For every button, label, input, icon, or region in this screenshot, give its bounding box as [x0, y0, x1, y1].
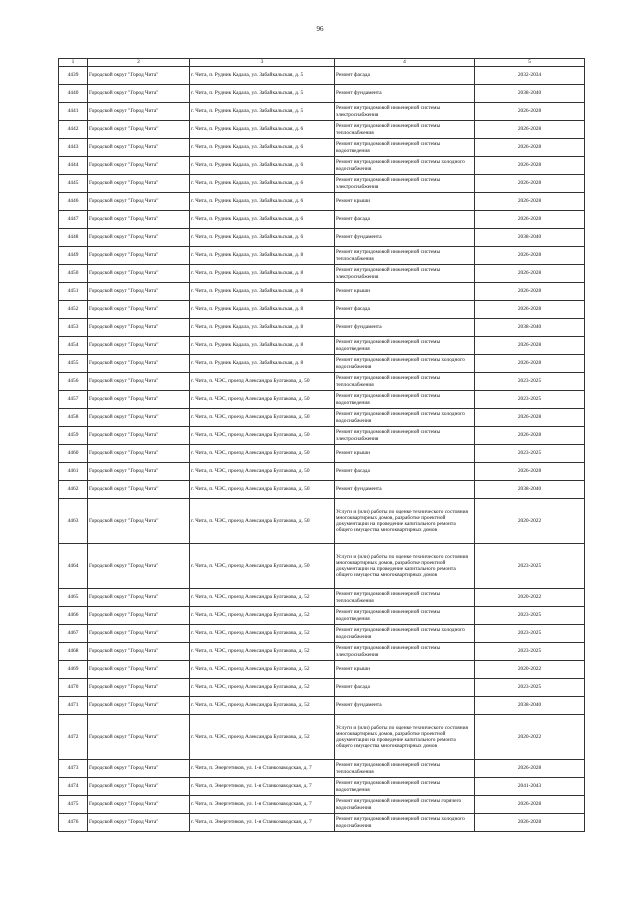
district-cell: Городской округ "Город Чита" [88, 355, 190, 373]
period-cell: 2023-2025 [475, 643, 585, 661]
row-number-cell: 4455 [59, 355, 88, 373]
district-cell: Городской округ "Город Чита" [88, 814, 190, 832]
row-number-cell: 4465 [59, 589, 88, 607]
address-cell: г. Чита, п. ЧЭС, проезд Александра Булгакова, д. 50 [190, 391, 335, 409]
address-cell: г. Чита, п. Рудник Кадала, ул. Забайкальская, д. 6 [190, 193, 335, 211]
district-cell: Городской округ "Город Чита" [88, 760, 190, 778]
work-type-cell: Ремонт фундамента [335, 319, 475, 337]
district-cell: Городской округ "Город Чита" [88, 481, 190, 499]
address-cell: г. Чита, п. Энергетиков, ул. 1-я Станкозаводская, д. 7 [190, 778, 335, 796]
work-type-cell: Ремонт внутридомовой инженерной системы холодного водоснабжения [335, 355, 475, 373]
table-row [59, 121, 585, 139]
period-cell: 2020-2022 [475, 499, 585, 544]
work-type-cell: Ремонт внутридомовой инженерной системы электроснабжения [335, 265, 475, 283]
address-cell: г. Чита, п. Рудник Кадала, ул. Забайкальская, д. 6 [190, 121, 335, 139]
address-cell: г. Чита, п. Рудник Кадала, ул. Забайкальская, д. 8 [190, 247, 335, 265]
page-number: 96 [316, 25, 324, 33]
period-cell: 2038-2040 [475, 697, 585, 715]
row-number-cell: 4448 [59, 229, 88, 247]
period-cell: 2026-2028 [475, 175, 585, 193]
district-cell: Городской округ "Город Чита" [88, 337, 190, 355]
period-cell: 2026-2028 [475, 355, 585, 373]
table-row [59, 319, 585, 337]
work-type-cell: Ремонт внутридомовой инженерной системы электроснабжения [335, 175, 475, 193]
row-number-cell: 4456 [59, 373, 88, 391]
period-cell: 2038-2040 [475, 481, 585, 499]
work-type-cell: Ремонт фасада [335, 463, 475, 481]
work-type-cell: Ремонт внутридомовой инженерной системы электроснабжения [335, 643, 475, 661]
period-cell: 2026-2028 [475, 301, 585, 319]
period-cell: 2023-2025 [475, 679, 585, 697]
table-row [59, 391, 585, 409]
work-type-cell: Ремонт внутридомовой инженерной системы водоотведения [335, 778, 475, 796]
address-cell: г. Чита, п. Рудник Кадала, ул. Забайкальская, д. 8 [190, 337, 335, 355]
row-number-cell: 4460 [59, 445, 88, 463]
work-type-cell: Ремонт фундамента [335, 697, 475, 715]
table-row [59, 103, 585, 121]
address-cell: г. Чита, п. ЧЭС, проезд Александра Булгакова, д. 50 [190, 427, 335, 445]
work-type-cell: Ремонт фундамента [335, 229, 475, 247]
table-row [59, 499, 585, 544]
row-number-cell: 4453 [59, 319, 88, 337]
work-type-cell: Ремонт крыши [335, 193, 475, 211]
table-row [59, 373, 585, 391]
work-type-cell: Ремонт внутридомовой инженерной системы электроснабжения [335, 103, 475, 121]
period-cell: 2038-2040 [475, 85, 585, 103]
work-type-cell: Ремонт внутридомовой инженерной системы водоотведения [335, 139, 475, 157]
district-cell: Городской округ "Город Чита" [88, 175, 190, 193]
work-type-cell: Ремонт внутридомовой инженерной системы теплоснабжения [335, 373, 475, 391]
table-row [59, 175, 585, 193]
work-type-cell: Ремонт крыши [335, 445, 475, 463]
period-cell: 2026-2028 [475, 211, 585, 229]
period-cell: 2023-2025 [475, 544, 585, 589]
table-row [59, 463, 585, 481]
work-type-cell: Ремонт внутридомовой инженерной системы водоотведения [335, 607, 475, 625]
work-type-cell: Ремонт внутридомовой инженерной системы холодного водоснабжения [335, 409, 475, 427]
period-cell: 2020-2022 [475, 715, 585, 760]
row-number-cell: 4459 [59, 427, 88, 445]
table-row [59, 301, 585, 319]
row-number-cell: 4439 [59, 67, 88, 85]
period-cell: 2026-2028 [475, 103, 585, 121]
period-cell: 2032-2034 [475, 67, 585, 85]
row-number-cell: 4470 [59, 679, 88, 697]
work-type-cell: Ремонт внутридомовой инженерной системы горячего водоснабжения [335, 796, 475, 814]
table-row [59, 157, 585, 175]
district-cell: Городской округ "Город Чита" [88, 157, 190, 175]
address-cell: г. Чита, п. ЧЭС, проезд Александра Булгакова, д. 52 [190, 607, 335, 625]
address-cell: г. Чита, п. Рудник Кадала, ул. Забайкальская, д. 6 [190, 157, 335, 175]
district-cell: Городской округ "Город Чита" [88, 445, 190, 463]
work-type-cell: Ремонт внутридомовой инженерной системы электроснабжения [335, 427, 475, 445]
table-row [59, 427, 585, 445]
row-number-cell: 4474 [59, 778, 88, 796]
row-number-cell: 4440 [59, 85, 88, 103]
work-type-cell: Ремонт фундамента [335, 85, 475, 103]
table-row [59, 544, 585, 589]
work-type-cell: Ремонт внутридомовой инженерной системы теплоснабжения [335, 760, 475, 778]
district-cell: Городской округ "Город Чита" [88, 121, 190, 139]
district-cell: Городской округ "Город Чита" [88, 85, 190, 103]
address-cell: г. Чита, п. ЧЭС, проезд Александра Булгакова, д. 52 [190, 715, 335, 760]
capital-repair-table [58, 58, 585, 832]
row-number-cell: 4446 [59, 193, 88, 211]
row-number-cell: 4444 [59, 157, 88, 175]
district-cell: Городской округ "Город Чита" [88, 589, 190, 607]
table-row [59, 715, 585, 760]
work-type-cell: Ремонт внутридомовой инженерной системы теплоснабжения [335, 121, 475, 139]
period-cell: 2020-2022 [475, 661, 585, 679]
district-cell: Городской округ "Город Чита" [88, 409, 190, 427]
period-cell: 2023-2025 [475, 445, 585, 463]
address-cell: г. Чита, п. Рудник Кадала, ул. Забайкальская, д. 5 [190, 67, 335, 85]
address-cell: г. Чита, п. ЧЭС, проезд Александра Булгакова, д. 52 [190, 625, 335, 643]
table-row [59, 814, 585, 832]
row-number-cell: 4443 [59, 139, 88, 157]
period-cell: 2038-2040 [475, 229, 585, 247]
column-number: 2 [88, 59, 190, 67]
district-cell: Городской округ "Город Чита" [88, 607, 190, 625]
table-row [59, 481, 585, 499]
row-number-cell: 4472 [59, 715, 88, 760]
district-cell: Городской округ "Город Чита" [88, 499, 190, 544]
district-cell: Городской округ "Город Чита" [88, 247, 190, 265]
district-cell: Городской округ "Город Чита" [88, 229, 190, 247]
row-number-cell: 4473 [59, 760, 88, 778]
table-row [59, 139, 585, 157]
district-cell: Городской округ "Город Чита" [88, 211, 190, 229]
row-number-cell: 4457 [59, 391, 88, 409]
period-cell: 2026-2028 [475, 427, 585, 445]
work-type-cell: Ремонт внутридомовой инженерной системы холодного водоснабжения [335, 625, 475, 643]
table-body [59, 59, 585, 832]
row-number-cell: 4468 [59, 643, 88, 661]
row-number-cell: 4450 [59, 265, 88, 283]
table-row [59, 589, 585, 607]
work-type-cell: Ремонт внутридомовой инженерной системы водоотведения [335, 391, 475, 409]
work-type-cell: Ремонт фундамента [335, 481, 475, 499]
table-row [59, 229, 585, 247]
district-cell: Городской округ "Город Чита" [88, 265, 190, 283]
row-number-cell: 4449 [59, 247, 88, 265]
address-cell: г. Чита, п. ЧЭС, проезд Александра Булгакова, д. 50 [190, 499, 335, 544]
work-type-cell: Услуги и (или) работы по оценке технического состояния многоквартирных домов, разработке проектной документации на проведение капитального ремонта общего имущества многоквартирных домов [335, 544, 475, 589]
work-type-cell: Ремонт фасада [335, 67, 475, 85]
work-type-cell: Ремонт фасада [335, 211, 475, 229]
address-cell: г. Чита, п. Рудник Кадала, ул. Забайкальская, д. 6 [190, 229, 335, 247]
district-cell: Городской округ "Город Чита" [88, 796, 190, 814]
period-cell: 2026-2028 [475, 265, 585, 283]
work-type-cell: Ремонт фасада [335, 679, 475, 697]
period-cell: 2038-2040 [475, 319, 585, 337]
row-number-cell: 4466 [59, 607, 88, 625]
district-cell: Городской округ "Город Чита" [88, 319, 190, 337]
work-type-cell: Ремонт внутридомовой инженерной системы водоотведения [335, 337, 475, 355]
district-cell: Городской округ "Город Чита" [88, 301, 190, 319]
row-number-cell: 4467 [59, 625, 88, 643]
address-cell: г. Чита, п. ЧЭС, проезд Александра Булгакова, д. 50 [190, 481, 335, 499]
period-cell: 2026-2028 [475, 193, 585, 211]
table-row [59, 211, 585, 229]
address-cell: г. Чита, п. ЧЭС, проезд Александра Булгакова, д. 50 [190, 409, 335, 427]
period-cell: 2023-2025 [475, 607, 585, 625]
address-cell: г. Чита, п. Рудник Кадала, ул. Забайкальская, д. 8 [190, 265, 335, 283]
row-number-cell: 4447 [59, 211, 88, 229]
address-cell: г. Чита, п. ЧЭС, проезд Александра Булгакова, д. 52 [190, 679, 335, 697]
address-cell: г. Чита, п. Рудник Кадала, ул. Забайкальская, д. 6 [190, 175, 335, 193]
row-number-cell: 4458 [59, 409, 88, 427]
period-cell: 2020-2022 [475, 589, 585, 607]
work-type-cell: Ремонт внутридомовой инженерной системы холодного водоснабжения [335, 814, 475, 832]
work-type-cell: Ремонт крыши [335, 283, 475, 301]
table-row [59, 283, 585, 301]
row-number-cell: 4441 [59, 103, 88, 121]
address-cell: г. Чита, п. ЧЭС, проезд Александра Булгакова, д. 50 [190, 544, 335, 589]
period-cell: 2026-2028 [475, 121, 585, 139]
table-row [59, 67, 585, 85]
period-cell: 2026-2028 [475, 814, 585, 832]
table-row [59, 796, 585, 814]
table-row [59, 409, 585, 427]
period-cell: 2026-2028 [475, 337, 585, 355]
district-cell: Городской округ "Город Чита" [88, 193, 190, 211]
district-cell: Городской округ "Город Чита" [88, 283, 190, 301]
table-row [59, 607, 585, 625]
table-row [59, 697, 585, 715]
address-cell: г. Чита, п. ЧЭС, проезд Александра Булгакова, д. 50 [190, 463, 335, 481]
address-cell: г. Чита, п. Рудник Кадала, ул. Забайкальская, д. 5 [190, 85, 335, 103]
period-cell: 2023-2025 [475, 373, 585, 391]
table-row [59, 625, 585, 643]
address-cell: г. Чита, п. ЧЭС, проезд Александра Булгакова, д. 52 [190, 643, 335, 661]
column-number: 1 [59, 59, 88, 67]
address-cell: г. Чита, п. Рудник Кадала, ул. Забайкальская, д. 8 [190, 283, 335, 301]
address-cell: г. Чита, п. Рудник Кадала, ул. Забайкальская, д. 8 [190, 301, 335, 319]
period-cell: 2023-2025 [475, 391, 585, 409]
address-cell: г. Чита, п. Энергетиков, ул. 1-я Станкозаводская, д. 7 [190, 814, 335, 832]
district-cell: Городской округ "Город Чита" [88, 463, 190, 481]
district-cell: Городской округ "Город Чита" [88, 715, 190, 760]
work-type-cell: Ремонт внутридомовой инженерной системы теплоснабжения [335, 247, 475, 265]
work-type-cell: Услуги и (или) работы по оценке технического состояния многоквартирных домов, разработке проектной документации на проведение капитального ремонта общего имущества многоквартирных домов [335, 499, 475, 544]
period-cell: 2026-2028 [475, 157, 585, 175]
period-cell: 2026-2028 [475, 409, 585, 427]
period-cell: 2026-2028 [475, 463, 585, 481]
district-cell: Городской округ "Город Чита" [88, 139, 190, 157]
table-row [59, 643, 585, 661]
district-cell: Городской округ "Город Чита" [88, 103, 190, 121]
table-row [59, 760, 585, 778]
address-cell: г. Чита, п. ЧЭС, проезд Александра Булгакова, д. 52 [190, 661, 335, 679]
table-row [59, 778, 585, 796]
district-cell: Городской округ "Город Чита" [88, 67, 190, 85]
address-cell: г. Чита, п. ЧЭС, проезд Александра Булгакова, д. 50 [190, 373, 335, 391]
district-cell: Городской округ "Город Чита" [88, 373, 190, 391]
column-number: 3 [190, 59, 335, 67]
work-type-cell: Ремонт крыши [335, 661, 475, 679]
column-number: 5 [475, 59, 585, 67]
address-cell: г. Чита, п. Рудник Кадала, ул. Забайкальская, д. 6 [190, 139, 335, 157]
row-number-cell: 4464 [59, 544, 88, 589]
row-number-cell: 4452 [59, 301, 88, 319]
row-number-cell: 4442 [59, 121, 88, 139]
address-cell: г. Чита, п. Энергетиков, ул. 1-я Станкозаводская, д. 7 [190, 796, 335, 814]
period-cell: 2026-2028 [475, 247, 585, 265]
row-number-cell: 4471 [59, 697, 88, 715]
work-type-cell: Ремонт внутридомовой инженерной системы холодного водоснабжения [335, 157, 475, 175]
period-cell: 2026-2028 [475, 796, 585, 814]
row-number-cell: 4451 [59, 283, 88, 301]
address-cell: г. Чита, п. ЧЭС, проезд Александра Булгакова, д. 52 [190, 589, 335, 607]
address-cell: г. Чита, п. Рудник Кадала, ул. Забайкальская, д. 5 [190, 103, 335, 121]
table-row [59, 337, 585, 355]
district-cell: Городской округ "Город Чита" [88, 697, 190, 715]
column-number: 4 [335, 59, 475, 67]
row-number-cell: 4445 [59, 175, 88, 193]
table-row [59, 679, 585, 697]
work-type-cell: Ремонт фасада [335, 301, 475, 319]
row-number-cell: 4454 [59, 337, 88, 355]
district-cell: Городской округ "Город Чита" [88, 391, 190, 409]
district-cell: Городской округ "Город Чита" [88, 661, 190, 679]
address-cell: г. Чита, п. Энергетиков, ул. 1-я Станкозаводская, д. 7 [190, 760, 335, 778]
period-cell: 2026-2028 [475, 760, 585, 778]
row-number-cell: 4469 [59, 661, 88, 679]
column-number-row [59, 59, 585, 67]
district-cell: Городской округ "Город Чита" [88, 643, 190, 661]
address-cell: г. Чита, п. ЧЭС, проезд Александра Булгакова, д. 50 [190, 445, 335, 463]
table-row [59, 355, 585, 373]
period-cell: 2026-2028 [475, 283, 585, 301]
table-row [59, 661, 585, 679]
period-cell: 2041-2043 [475, 778, 585, 796]
period-cell: 2023-2025 [475, 625, 585, 643]
district-cell: Городской округ "Город Чита" [88, 625, 190, 643]
row-number-cell: 4462 [59, 481, 88, 499]
district-cell: Городской округ "Город Чита" [88, 778, 190, 796]
address-cell: г. Чита, п. Рудник Кадала, ул. Забайкальская, д. 6 [190, 211, 335, 229]
row-number-cell: 4476 [59, 814, 88, 832]
table-row [59, 85, 585, 103]
district-cell: Городской округ "Город Чита" [88, 427, 190, 445]
row-number-cell: 4463 [59, 499, 88, 544]
table-row [59, 265, 585, 283]
address-cell: г. Чита, п. Рудник Кадала, ул. Забайкальская, д. 8 [190, 355, 335, 373]
period-cell: 2026-2028 [475, 139, 585, 157]
work-type-cell: Услуги и (или) работы по оценке технического состояния многоквартирных домов, разработке проектной документации на проведение капитального ремонта общего имущества многоквартирных домов [335, 715, 475, 760]
work-type-cell: Ремонт внутридомовой инженерной системы теплоснабжения [335, 589, 475, 607]
table-row [59, 193, 585, 211]
table-row [59, 247, 585, 265]
district-cell: Городской округ "Город Чита" [88, 679, 190, 697]
address-cell: г. Чита, п. Рудник Кадала, ул. Забайкальская, д. 8 [190, 319, 335, 337]
row-number-cell: 4475 [59, 796, 88, 814]
district-cell: Городской округ "Город Чита" [88, 544, 190, 589]
row-number-cell: 4461 [59, 463, 88, 481]
address-cell: г. Чита, п. ЧЭС, проезд Александра Булгакова, д. 52 [190, 697, 335, 715]
table-row [59, 445, 585, 463]
